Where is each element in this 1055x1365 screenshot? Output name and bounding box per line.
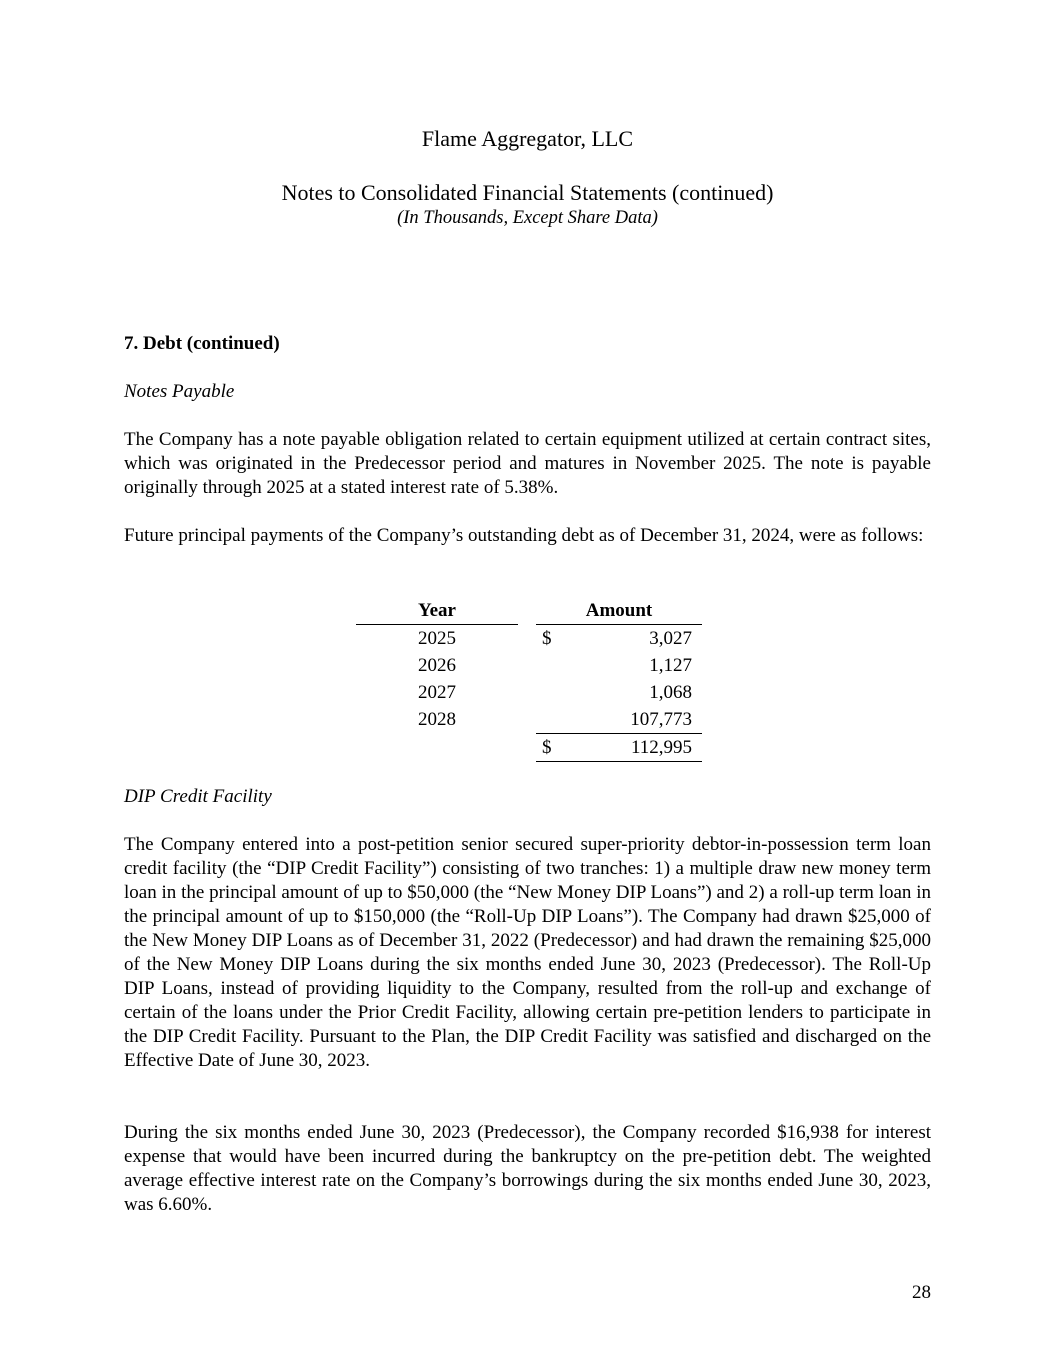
page-subtitle: (In Thousands, Except Share Data) [397,208,658,228]
dip-paragraph: The Company entered into a post-petition senior secured super-priority debtor-in-possession term loan credit facility (the “DIP Credit Facility”) consisting of two tranches: 1) a multiple draw new money term loan in the principal amount of up to $50,000 (the “New Money DIP Loans”) and 2) a roll-up term loan in the principal amount of up to $150,000 (the “Roll-Up DIP Loans”). The Company had drawn $25,000 of the New Money DIP Loans as of December 31, 2022 (Predecessor) and had drawn the remaining $25,000 of the New Money DIP Loans during the six months ended June 30, 2023 (Predecessor). The Roll-Up DIP Loans, instead of providing liquidity to the Company, resulted from the roll-up and exchange of certain of the loans under the Prior Credit Facility, allowing certain pre-petition lenders to participate in the DIP Credit Facility. Pursuant to the Plan, the DIP Credit Facility was satisfied and discharged on the Effective Date of June 30, 2023. [124,834,931,1071]
section-heading: 7. Debt (continued) [124,333,280,354]
total-currency: $ [536,734,562,762]
notes-payable-paragraph: The Company has a note payable obligation related to certain equipment utilized at certain contract sites, which was originated in the Predecessor period and matures in November 2025. The note is payable originally through 2025 at a stated interest rate of 5.38%. [124,429,931,498]
table-row [356,679,702,706]
year-header: Year [356,597,518,625]
table-total-row [356,734,702,762]
dip-heading: DIP Credit Facility [124,786,272,807]
year-cell: 2028 [418,709,456,731]
currency-cell [536,679,562,706]
year-cell: 2026 [418,655,456,676]
amount-cell: 1,068 [649,682,692,703]
year-cell: 2027 [418,682,456,703]
table-header-row [356,597,702,625]
year-cell: 2025 [418,628,456,649]
currency-cell [536,706,562,734]
principal-payments-table [356,597,702,762]
currency-cell [536,652,562,679]
currency-cell: $ [542,628,552,649]
amount-cell: 3,027 [649,628,692,649]
future-payments-paragraph: Future principal payments of the Company’s outstanding debt as of December 31, 2024, were as follows: [124,525,924,546]
table-row [356,625,702,653]
amount-cell: 1,127 [649,655,692,676]
notes-payable-heading: Notes Payable [124,381,235,402]
amount-cell: 107,773 [562,706,702,734]
page-number: 28 [912,1282,931,1303]
total-amount: 112,995 [562,734,702,762]
table-row [356,652,702,679]
interest-paragraph: During the six months ended June 30, 2023 (Predecessor), the Company recorded $16,938 for interest expense that would have been incurred during the bankruptcy on the pre-petition debt. The weighted average effective interest rate on the Company’s borrowings during the six months ended June 30, 2023, was 6.60%. [124,1122,931,1215]
page-title: Notes to Consolidated Financial Statements (continued) [281,180,774,205]
amount-header: Amount [536,597,702,625]
company-name: Flame Aggregator, LLC [421,126,634,151]
table-row [356,706,702,734]
